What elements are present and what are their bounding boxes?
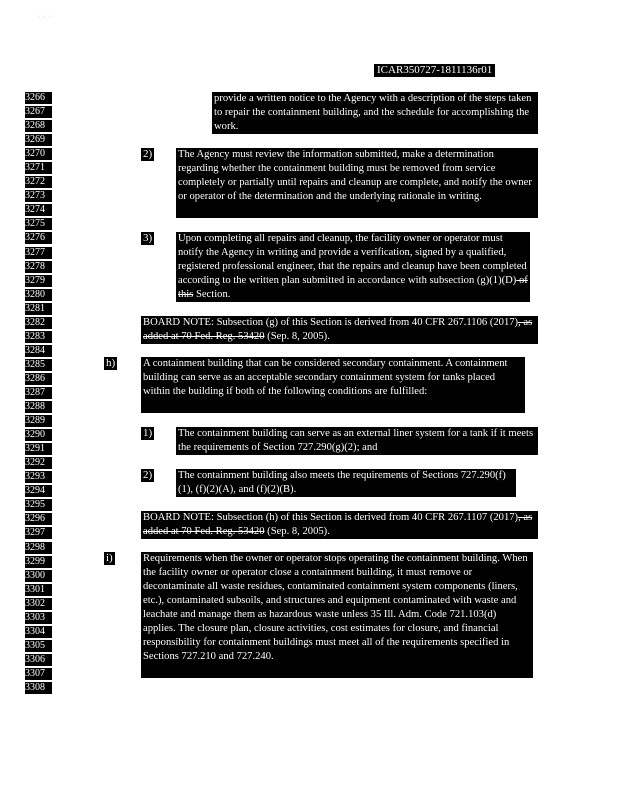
board-note-g: BOARD NOTE: Subsection (g) of this Section is derived from 40 CFR 267.1106 (2017), as added at 70 Fed. Reg. 53420 (Sep. 8, 2005). (141, 316, 538, 344)
line-number: 3271 (25, 162, 52, 174)
line-number: 3266 (25, 92, 52, 104)
subsection-h-label: h) (106, 357, 116, 369)
line-number: 3308 (25, 682, 52, 694)
line-number: 3306 (25, 654, 52, 666)
subsection-i-label: i) (106, 552, 113, 564)
line-number: 3300 (25, 570, 52, 582)
line-number: 3288 (25, 401, 52, 413)
line-number-gutter (25, 92, 55, 696)
line-number: 3278 (25, 261, 52, 273)
line-number: 3291 (25, 443, 52, 455)
line-number: 3274 (25, 204, 52, 216)
line-number: 3304 (25, 626, 52, 638)
line-number: 3293 (25, 471, 52, 483)
line-number: 3286 (25, 373, 52, 385)
line-number: 3296 (25, 513, 52, 525)
line-number: 3279 (25, 275, 52, 287)
line-number: 3268 (25, 120, 52, 132)
board-note-h: BOARD NOTE: Subsection (h) of this Section is derived from 40 CFR 267.1107 (2017), as added at 70 Fed. Reg. 53420 (Sep. 8, 2005). (141, 511, 538, 539)
line-number: 3295 (25, 499, 52, 511)
line-number: 3269 (25, 134, 52, 146)
subsection-g1-continuation: provide a written notice to the Agency with a description of the steps taken to repair the containment building, and the schedule for accomplishing the work. (212, 92, 538, 134)
line-number: 3302 (25, 598, 52, 610)
line-number: 3267 (25, 106, 52, 118)
line-number: 3284 (25, 345, 52, 357)
line-number: 3290 (25, 429, 52, 441)
subsection-h2-label: 2) (143, 469, 153, 481)
line-number: 3277 (25, 247, 52, 259)
line-number: 3275 (25, 218, 52, 230)
line-number: 3273 (25, 190, 52, 202)
line-number: 3276 (25, 232, 52, 244)
subsection-g2-label: 2) (143, 148, 153, 160)
subsection-h1-label: 1) (143, 427, 153, 439)
line-number: 3289 (25, 415, 52, 427)
line-number: 3282 (25, 317, 52, 329)
scan-mark: · · · (38, 14, 52, 20)
line-number: 3305 (25, 640, 52, 652)
line-number: 3299 (25, 556, 52, 568)
line-number: 3281 (25, 303, 52, 315)
line-number: 3270 (25, 148, 52, 160)
line-number: 3298 (25, 542, 52, 554)
line-number: 3297 (25, 527, 52, 539)
document-id: ICAR350727-1811136r01 (374, 64, 495, 77)
line-number: 3283 (25, 331, 52, 343)
line-number: 3280 (25, 289, 52, 301)
line-number: 3272 (25, 176, 52, 188)
subsection-h1-text: The containment building can serve as an external liner system for a tank if it meets the requirements of Section 727.290(g)(2); and (176, 427, 538, 455)
line-number: 3294 (25, 485, 52, 497)
line-number: 3287 (25, 387, 52, 399)
subsection-g3-label: 3) (143, 232, 153, 244)
subsection-g3-text: Upon completing all repairs and cleanup, the facility owner or operator must notify the Agency in writing and provide a verification, signed by a qualified, registered professional engineer, that the repairs and cleanup have been completed according to the written plan submitted in accordance with subsection (g)(1)(D) of this Section. (176, 232, 530, 302)
subsection-h2-text: The containment building also meets the requirements of Sections 727.290(f)(1), (f)(2)(A), and (f)(2)(B). (176, 469, 516, 497)
line-number: 3292 (25, 457, 52, 469)
line-number: 3303 (25, 612, 52, 624)
subsection-h-text: A containment building that can be considered secondary containment. A containment building can serve as an acceptable secondary containment system for tanks placed within the building if both of the following conditions are fulfilled: (141, 357, 525, 413)
line-number: 3285 (25, 359, 52, 371)
subsection-g2-text: The Agency must review the information submitted, make a determination regarding whether the containment building must be removed from service completely or partially until repairs and cleanup are complete, and notify the owner or operator of the determination and the underlying rationale in writing. (176, 148, 538, 218)
line-number: 3301 (25, 584, 52, 596)
subsection-i-text: Requirements when the owner or operator stops operating the containment building. When the facility owner or operator close a containment building, it must remove or decontaminate all waste residues, contaminated containment system components (liners, etc.), contaminated subsoils, and structures and equipment contaminated with waste and leachate and manage them as hazardous waste unless 35 Ill. Adm. Code 721.103(d) applies. The closure plan, closure activities, cost estimates for closure, and financial responsibility for containment buildings must meet all of the requirements specified in Sections 727.210 and 727.240. (141, 552, 533, 678)
line-number: 3307 (25, 668, 52, 680)
